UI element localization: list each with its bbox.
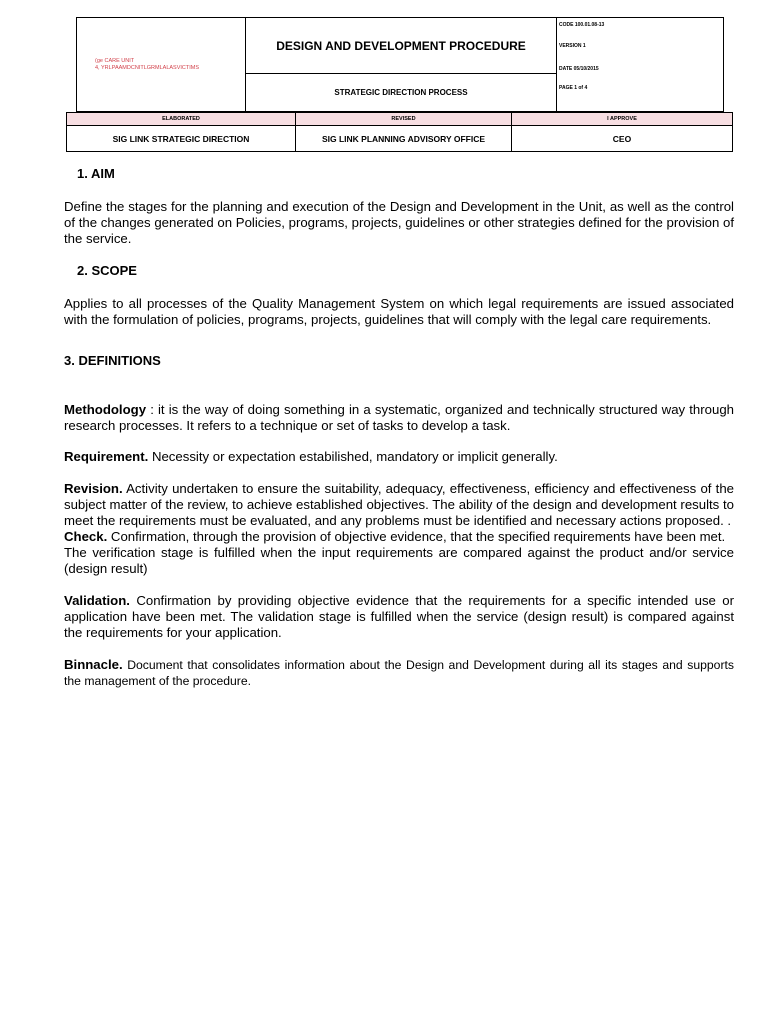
document-header (76, 17, 724, 112)
term-methodology: Methodology (64, 402, 147, 417)
revised-label: REVISED (296, 113, 511, 126)
term-binnacle: Binnacle. (64, 657, 123, 672)
approve-column (511, 113, 732, 151)
elaborated-column (67, 113, 295, 151)
aim-heading: 1. AIM (77, 166, 115, 181)
definition-methodology (64, 402, 734, 434)
definitions-heading: 3. DEFINITIONS (64, 353, 161, 368)
elaborated-value: SIG LINK STRATEGIC DIRECTION (112, 133, 250, 144)
title-cell (246, 18, 557, 111)
definition-requirement (64, 449, 734, 465)
definition-validation (64, 593, 734, 641)
process-name: STRATEGIC DIRECTION PROCESS (334, 88, 468, 97)
approve-label: I APPROVE (512, 113, 732, 126)
document-code: CODE 100.01.08-13 (559, 22, 605, 28)
revised-column (295, 113, 511, 151)
page-number: PAGE 1 of 4 (559, 85, 588, 91)
text-revision: Activity undertaken to ensure the suitability, adequacy, effectiveness, efficiency and effectiveness of the subject matter of the review, to achieve established objectives. The ability of the design and development results to meet the requirements must be evaluated, and any problems must be identified and necessary actions proposed. . (64, 481, 734, 528)
unit-logo-cell (77, 18, 246, 111)
definition-binnacle (64, 657, 734, 689)
definition-revision (64, 481, 734, 529)
elaborated-label: ELABORATED (67, 113, 295, 126)
term-revision: Revision. (64, 481, 123, 496)
document-body (64, 166, 734, 689)
term-validation: Validation. (64, 593, 130, 608)
unit-line-2: 4, YRLPAAMDCNITLGRMLALASVICTIMS (95, 64, 200, 71)
term-check: Check. (64, 529, 108, 544)
document-date: DATE 05/10/2015 (559, 66, 599, 72)
document-version: VERSION 1 (559, 43, 586, 49)
text-check: Confirmation, through the provision of objective evidence, that the specified requirements have been met. (107, 529, 726, 544)
revised-value: SIG LINK PLANNING ADVISORY OFFICE (321, 133, 486, 144)
definition-check (64, 529, 734, 545)
text-methodology: : it is the way of doing something in a systematic, organized and technically structured way through research processes. It refers to a technique or set of tasks to develop a task. (64, 402, 734, 433)
term-requirement: Requirement. (64, 449, 149, 464)
text-requirement: Necessity or expectation estabilished, mandatory or implicit generally. (148, 449, 558, 464)
unit-line-1: (ge CARE UNIT (95, 58, 135, 64)
scope-heading: 2. SCOPE (77, 263, 137, 278)
signoff-table (66, 112, 733, 152)
document-metadata (557, 18, 723, 111)
verification-paragraph: The verification stage is fulfilled when the input requirements are compared against the product and/or service (design result) (64, 545, 734, 576)
unit-name (95, 58, 199, 71)
scope-paragraph: Applies to all processes of the Quality Management System on which legal requirements are issued associated with the formulation of policies, programs, projects, guidelines that will comply with the legal care requirements. (64, 296, 734, 327)
text-binnacle: Document that consolidates information about the Design and Development during all its stages and supports the management of the procedure. (64, 658, 734, 688)
approve-value: CEO (612, 133, 632, 144)
document-title: DESIGN AND DEVELOPMENT PROCEDURE (246, 18, 556, 74)
text-validation: Confirmation by providing objective evidence that the requirements for a specific intended use or application have been met. The validation stage is fulfilled when the service (design result) is compared against the requirements for your application. (64, 593, 734, 640)
aim-paragraph: Define the stages for the planning and execution of the Design and Development in the Unit, as well as the control of the changes generated on Policies, programs, projects, guidelines or other strategies defined for the provision of the service. (64, 199, 734, 246)
